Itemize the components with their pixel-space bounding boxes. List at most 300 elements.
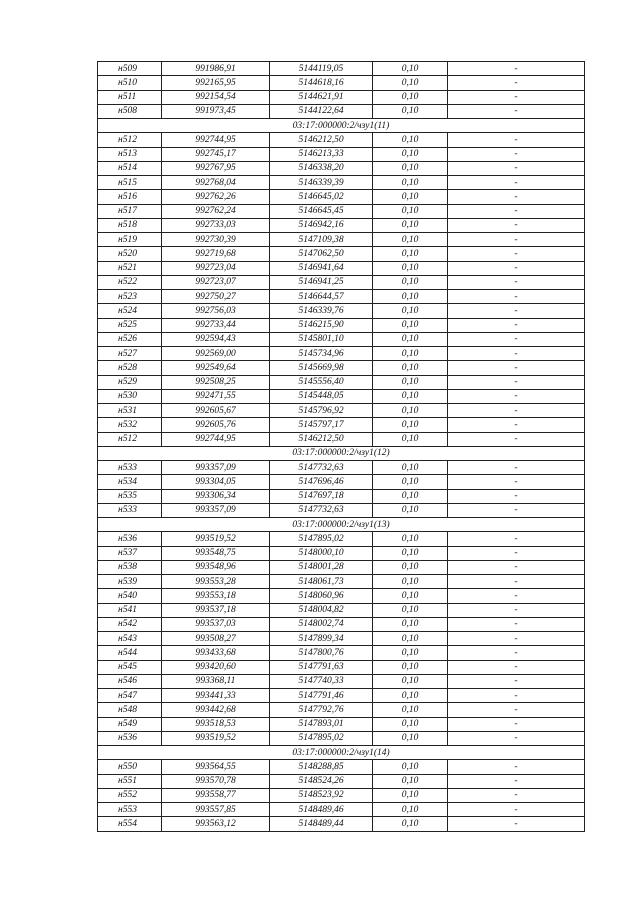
description-cell: -: [448, 774, 585, 788]
table-row: [98, 332, 585, 346]
x-coordinate-cell: 992733,03: [162, 218, 270, 232]
description-cell: -: [448, 375, 585, 389]
x-coordinate-cell: 993537,03: [162, 617, 270, 631]
point-id-cell: н514: [98, 161, 162, 175]
precision-cell: 0,10: [373, 147, 448, 161]
table-row: [98, 461, 585, 475]
description-cell: -: [448, 760, 585, 774]
table-row: [98, 717, 585, 731]
coordinates-table: [97, 61, 585, 832]
description-cell: -: [448, 76, 585, 90]
description-cell: -: [448, 617, 585, 631]
x-coordinate-cell: 992750,27: [162, 290, 270, 304]
precision-cell: 0,10: [373, 760, 448, 774]
description-cell: -: [448, 589, 585, 603]
point-id-cell: н547: [98, 689, 162, 703]
point-id-cell: н527: [98, 347, 162, 361]
x-coordinate-cell: 992767,95: [162, 161, 270, 175]
y-coordinate-cell: 5148523,92: [270, 788, 373, 802]
description-cell: -: [448, 475, 585, 489]
description-cell: -: [448, 689, 585, 703]
point-id-cell: н528: [98, 361, 162, 375]
x-coordinate-cell: 991986,91: [162, 62, 270, 76]
description-cell: -: [448, 62, 585, 76]
precision-cell: 0,10: [373, 218, 448, 232]
table-row: [98, 560, 585, 574]
precision-cell: 0,10: [373, 318, 448, 332]
y-coordinate-cell: 5145796,92: [270, 404, 373, 418]
table-row: [98, 90, 585, 104]
section-header-row: [98, 446, 585, 460]
description-cell: -: [448, 161, 585, 175]
y-coordinate-cell: 5147893,01: [270, 717, 373, 731]
point-id-cell: н524: [98, 304, 162, 318]
point-id-cell: н537: [98, 546, 162, 560]
x-coordinate-cell: 992508,25: [162, 375, 270, 389]
section-header-row: [98, 746, 585, 760]
precision-cell: 0,10: [373, 674, 448, 688]
table-row: [98, 432, 585, 446]
precision-cell: 0,10: [373, 660, 448, 674]
x-coordinate-cell: 993442,68: [162, 703, 270, 717]
precision-cell: 0,10: [373, 646, 448, 660]
y-coordinate-cell: 5148061,73: [270, 575, 373, 589]
point-id-cell: н535: [98, 489, 162, 503]
y-coordinate-cell: 5146212,50: [270, 432, 373, 446]
table-row: [98, 62, 585, 76]
precision-cell: 0,10: [373, 304, 448, 318]
point-id-cell: н554: [98, 817, 162, 831]
point-id-cell: н522: [98, 275, 162, 289]
table-row: [98, 318, 585, 332]
description-cell: -: [448, 204, 585, 218]
x-coordinate-cell: 991973,45: [162, 104, 270, 118]
table-row: [98, 304, 585, 318]
table-row: [98, 603, 585, 617]
x-coordinate-cell: 993564,55: [162, 760, 270, 774]
table-row: [98, 389, 585, 403]
precision-cell: 0,10: [373, 418, 448, 432]
table-row: [98, 575, 585, 589]
section-label: 03:17:000000:2/чзу1(14): [98, 746, 585, 760]
x-coordinate-cell: 993304,05: [162, 475, 270, 489]
point-id-cell: н523: [98, 290, 162, 304]
point-id-cell: н520: [98, 247, 162, 261]
point-id-cell: н513: [98, 147, 162, 161]
description-cell: -: [448, 803, 585, 817]
precision-cell: 0,10: [373, 176, 448, 190]
table-row: [98, 247, 585, 261]
point-id-cell: н512: [98, 133, 162, 147]
y-coordinate-cell: 5147895,02: [270, 532, 373, 546]
description-cell: -: [448, 133, 585, 147]
precision-cell: 0,10: [373, 546, 448, 560]
description-cell: -: [448, 817, 585, 831]
description-cell: -: [448, 389, 585, 403]
precision-cell: 0,10: [373, 603, 448, 617]
point-id-cell: н518: [98, 218, 162, 232]
point-id-cell: н516: [98, 190, 162, 204]
y-coordinate-cell: 5148288,85: [270, 760, 373, 774]
description-cell: -: [448, 233, 585, 247]
table-row: [98, 532, 585, 546]
x-coordinate-cell: 993553,18: [162, 589, 270, 603]
table-row: [98, 361, 585, 375]
x-coordinate-cell: 993557,85: [162, 803, 270, 817]
table-row: [98, 261, 585, 275]
description-cell: -: [448, 247, 585, 261]
section-label: 03:17:000000:2/чзу1(13): [98, 518, 585, 532]
precision-cell: 0,10: [373, 76, 448, 90]
coordinates-table-body: [98, 62, 585, 832]
table-row: [98, 404, 585, 418]
table-row: [98, 760, 585, 774]
y-coordinate-cell: 5145797,17: [270, 418, 373, 432]
description-cell: -: [448, 717, 585, 731]
section-header-row: [98, 518, 585, 532]
description-cell: -: [448, 404, 585, 418]
y-coordinate-cell: 5147697,18: [270, 489, 373, 503]
table-row: [98, 76, 585, 90]
point-id-cell: н550: [98, 760, 162, 774]
y-coordinate-cell: 5145669,98: [270, 361, 373, 375]
table-row: [98, 817, 585, 831]
point-id-cell: н511: [98, 90, 162, 104]
point-id-cell: н509: [98, 62, 162, 76]
y-coordinate-cell: 5145734,96: [270, 347, 373, 361]
x-coordinate-cell: 993441,33: [162, 689, 270, 703]
description-cell: -: [448, 674, 585, 688]
table-row: [98, 290, 585, 304]
precision-cell: 0,10: [373, 532, 448, 546]
description-cell: -: [448, 546, 585, 560]
point-id-cell: н532: [98, 418, 162, 432]
table-row: [98, 503, 585, 517]
precision-cell: 0,10: [373, 589, 448, 603]
description-cell: -: [448, 788, 585, 802]
description-cell: -: [448, 646, 585, 660]
description-cell: -: [448, 261, 585, 275]
x-coordinate-cell: 993519,52: [162, 731, 270, 745]
precision-cell: 0,10: [373, 717, 448, 731]
y-coordinate-cell: 5144618,16: [270, 76, 373, 90]
table-row: [98, 689, 585, 703]
x-coordinate-cell: 992594,43: [162, 332, 270, 346]
point-id-cell: н552: [98, 788, 162, 802]
point-id-cell: н542: [98, 617, 162, 631]
x-coordinate-cell: 992744,95: [162, 133, 270, 147]
point-id-cell: н530: [98, 389, 162, 403]
x-coordinate-cell: 992723,04: [162, 261, 270, 275]
x-coordinate-cell: 992549,64: [162, 361, 270, 375]
description-cell: -: [448, 560, 585, 574]
precision-cell: 0,10: [373, 404, 448, 418]
point-id-cell: н545: [98, 660, 162, 674]
precision-cell: 0,10: [373, 788, 448, 802]
table-row: [98, 803, 585, 817]
y-coordinate-cell: 5145556,40: [270, 375, 373, 389]
point-id-cell: н508: [98, 104, 162, 118]
table-row: [98, 190, 585, 204]
description-cell: -: [448, 432, 585, 446]
precision-cell: 0,10: [373, 133, 448, 147]
point-id-cell: н539: [98, 575, 162, 589]
precision-cell: 0,10: [373, 161, 448, 175]
x-coordinate-cell: 993368,11: [162, 674, 270, 688]
point-id-cell: н529: [98, 375, 162, 389]
x-coordinate-cell: 992745,17: [162, 147, 270, 161]
table-row: [98, 233, 585, 247]
precision-cell: 0,10: [373, 361, 448, 375]
x-coordinate-cell: 993420,60: [162, 660, 270, 674]
description-cell: -: [448, 90, 585, 104]
y-coordinate-cell: 5147109,38: [270, 233, 373, 247]
section-label: 03:17:000000:2/чзу1(11): [98, 119, 585, 133]
table-row: [98, 418, 585, 432]
precision-cell: 0,10: [373, 803, 448, 817]
x-coordinate-cell: 993357,09: [162, 503, 270, 517]
y-coordinate-cell: 5147800,76: [270, 646, 373, 660]
x-coordinate-cell: 992471,55: [162, 389, 270, 403]
point-id-cell: н533: [98, 461, 162, 475]
point-id-cell: н546: [98, 674, 162, 688]
y-coordinate-cell: 5146941,64: [270, 261, 373, 275]
point-id-cell: н544: [98, 646, 162, 660]
x-coordinate-cell: 992730,39: [162, 233, 270, 247]
y-coordinate-cell: 5148489,44: [270, 817, 373, 831]
y-coordinate-cell: 5147696,46: [270, 475, 373, 489]
x-coordinate-cell: 992154,54: [162, 90, 270, 104]
precision-cell: 0,10: [373, 247, 448, 261]
point-id-cell: н548: [98, 703, 162, 717]
description-cell: -: [448, 660, 585, 674]
description-cell: -: [448, 731, 585, 745]
table-row: [98, 347, 585, 361]
precision-cell: 0,10: [373, 461, 448, 475]
precision-cell: 0,10: [373, 347, 448, 361]
precision-cell: 0,10: [373, 332, 448, 346]
precision-cell: 0,10: [373, 290, 448, 304]
point-id-cell: н538: [98, 560, 162, 574]
point-id-cell: н551: [98, 774, 162, 788]
y-coordinate-cell: 5148524,26: [270, 774, 373, 788]
table-row: [98, 176, 585, 190]
point-id-cell: н510: [98, 76, 162, 90]
x-coordinate-cell: 993558,77: [162, 788, 270, 802]
precision-cell: 0,10: [373, 389, 448, 403]
y-coordinate-cell: 5146645,02: [270, 190, 373, 204]
point-id-cell: н549: [98, 717, 162, 731]
y-coordinate-cell: 5147732,63: [270, 461, 373, 475]
y-coordinate-cell: 5147740,33: [270, 674, 373, 688]
table-row: [98, 703, 585, 717]
table-row: [98, 632, 585, 646]
y-coordinate-cell: 5146941,25: [270, 275, 373, 289]
point-id-cell: н526: [98, 332, 162, 346]
x-coordinate-cell: 993553,28: [162, 575, 270, 589]
table-row: [98, 646, 585, 660]
y-coordinate-cell: 5145448,05: [270, 389, 373, 403]
table-row: [98, 218, 585, 232]
x-coordinate-cell: 993357,09: [162, 461, 270, 475]
point-id-cell: н534: [98, 475, 162, 489]
description-cell: -: [448, 632, 585, 646]
description-cell: -: [448, 332, 585, 346]
precision-cell: 0,10: [373, 90, 448, 104]
point-id-cell: н536: [98, 731, 162, 745]
x-coordinate-cell: 992762,24: [162, 204, 270, 218]
precision-cell: 0,10: [373, 703, 448, 717]
y-coordinate-cell: 5148002,74: [270, 617, 373, 631]
table-row: [98, 546, 585, 560]
precision-cell: 0,10: [373, 475, 448, 489]
point-id-cell: н525: [98, 318, 162, 332]
description-cell: -: [448, 104, 585, 118]
precision-cell: 0,10: [373, 632, 448, 646]
x-coordinate-cell: 992723,07: [162, 275, 270, 289]
description-cell: -: [448, 347, 585, 361]
x-coordinate-cell: 993537,18: [162, 603, 270, 617]
point-id-cell: н543: [98, 632, 162, 646]
precision-cell: 0,10: [373, 104, 448, 118]
precision-cell: 0,10: [373, 275, 448, 289]
y-coordinate-cell: 5146213,33: [270, 147, 373, 161]
y-coordinate-cell: 5146215,90: [270, 318, 373, 332]
point-id-cell: н540: [98, 589, 162, 603]
table-row: [98, 788, 585, 802]
x-coordinate-cell: 993548,75: [162, 546, 270, 560]
precision-cell: 0,10: [373, 774, 448, 788]
y-coordinate-cell: 5147732,63: [270, 503, 373, 517]
x-coordinate-cell: 992569,00: [162, 347, 270, 361]
x-coordinate-cell: 992762,26: [162, 190, 270, 204]
point-id-cell: н517: [98, 204, 162, 218]
section-header-row: [98, 119, 585, 133]
description-cell: -: [448, 304, 585, 318]
y-coordinate-cell: 5146338,20: [270, 161, 373, 175]
x-coordinate-cell: 992605,67: [162, 404, 270, 418]
table-row: [98, 589, 585, 603]
precision-cell: 0,10: [373, 432, 448, 446]
table-row: [98, 674, 585, 688]
table-row: [98, 275, 585, 289]
x-coordinate-cell: 993518,53: [162, 717, 270, 731]
description-cell: -: [448, 361, 585, 375]
y-coordinate-cell: 5146644,57: [270, 290, 373, 304]
x-coordinate-cell: 992719,68: [162, 247, 270, 261]
description-cell: -: [448, 575, 585, 589]
y-coordinate-cell: 5146212,50: [270, 133, 373, 147]
point-id-cell: н533: [98, 503, 162, 517]
section-label: 03:17:000000:2/чзу1(12): [98, 446, 585, 460]
precision-cell: 0,10: [373, 233, 448, 247]
y-coordinate-cell: 5146645,45: [270, 204, 373, 218]
y-coordinate-cell: 5144621,91: [270, 90, 373, 104]
y-coordinate-cell: 5146942,16: [270, 218, 373, 232]
precision-cell: 0,10: [373, 560, 448, 574]
precision-cell: 0,10: [373, 503, 448, 517]
x-coordinate-cell: 993433,68: [162, 646, 270, 660]
y-coordinate-cell: 5146339,39: [270, 176, 373, 190]
x-coordinate-cell: 992768,04: [162, 176, 270, 190]
precision-cell: 0,10: [373, 617, 448, 631]
x-coordinate-cell: 993519,52: [162, 532, 270, 546]
x-coordinate-cell: 992756,03: [162, 304, 270, 318]
y-coordinate-cell: 5145801,10: [270, 332, 373, 346]
x-coordinate-cell: 993306,34: [162, 489, 270, 503]
x-coordinate-cell: 993548,96: [162, 560, 270, 574]
table-row: [98, 475, 585, 489]
y-coordinate-cell: 5148060,96: [270, 589, 373, 603]
precision-cell: 0,10: [373, 575, 448, 589]
y-coordinate-cell: 5148001,28: [270, 560, 373, 574]
y-coordinate-cell: 5144122,64: [270, 104, 373, 118]
description-cell: -: [448, 290, 585, 304]
description-cell: -: [448, 703, 585, 717]
x-coordinate-cell: 992165,95: [162, 76, 270, 90]
description-cell: -: [448, 190, 585, 204]
point-id-cell: н521: [98, 261, 162, 275]
description-cell: -: [448, 489, 585, 503]
table-row: [98, 489, 585, 503]
precision-cell: 0,10: [373, 489, 448, 503]
description-cell: -: [448, 176, 585, 190]
x-coordinate-cell: 993508,27: [162, 632, 270, 646]
y-coordinate-cell: 5144119,05: [270, 62, 373, 76]
description-cell: -: [448, 603, 585, 617]
precision-cell: 0,10: [373, 817, 448, 831]
table-row: [98, 204, 585, 218]
precision-cell: 0,10: [373, 204, 448, 218]
x-coordinate-cell: 992744,95: [162, 432, 270, 446]
table-row: [98, 731, 585, 745]
point-id-cell: н512: [98, 432, 162, 446]
y-coordinate-cell: 5147899,34: [270, 632, 373, 646]
precision-cell: 0,10: [373, 731, 448, 745]
y-coordinate-cell: 5147791,63: [270, 660, 373, 674]
point-id-cell: н531: [98, 404, 162, 418]
y-coordinate-cell: 5147062,50: [270, 247, 373, 261]
point-id-cell: н515: [98, 176, 162, 190]
description-cell: -: [448, 147, 585, 161]
y-coordinate-cell: 5147895,02: [270, 731, 373, 745]
description-cell: -: [448, 461, 585, 475]
precision-cell: 0,10: [373, 261, 448, 275]
x-coordinate-cell: 992733,44: [162, 318, 270, 332]
description-cell: -: [448, 503, 585, 517]
document-page: [97, 61, 584, 832]
table-row: [98, 133, 585, 147]
table-row: [98, 161, 585, 175]
description-cell: -: [448, 418, 585, 432]
table-row: [98, 660, 585, 674]
table-row: [98, 104, 585, 118]
precision-cell: 0,10: [373, 62, 448, 76]
point-id-cell: н519: [98, 233, 162, 247]
table-row: [98, 375, 585, 389]
description-cell: -: [448, 275, 585, 289]
y-coordinate-cell: 5147791,46: [270, 689, 373, 703]
y-coordinate-cell: 5148000,10: [270, 546, 373, 560]
table-row: [98, 617, 585, 631]
precision-cell: 0,10: [373, 689, 448, 703]
precision-cell: 0,10: [373, 190, 448, 204]
description-cell: -: [448, 318, 585, 332]
table-row: [98, 147, 585, 161]
table-row: [98, 774, 585, 788]
description-cell: -: [448, 218, 585, 232]
y-coordinate-cell: 5148489,46: [270, 803, 373, 817]
